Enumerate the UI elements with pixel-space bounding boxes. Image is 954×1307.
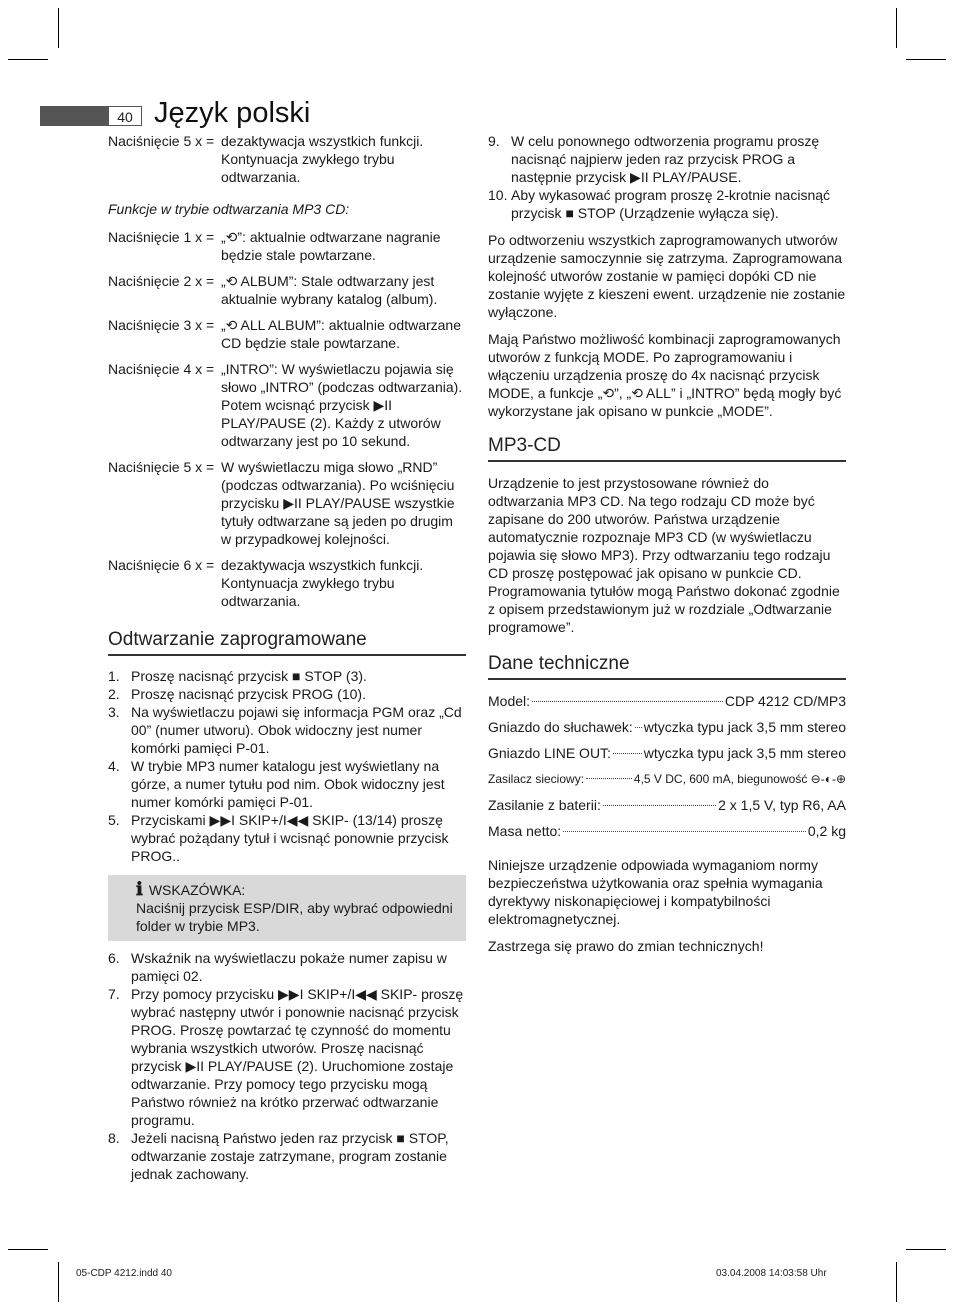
leader-dots [532, 701, 723, 702]
press-row [108, 556, 466, 610]
spec-label: Zasilacz sieciowy: [488, 772, 585, 786]
press-key: Naciśnięcie 6 x = [108, 557, 215, 573]
item-text: Przy pomocy przycisku ▶▶I SKIP+/I◀◀ SKIP- proszę wybrać następny utwór i ponownie nacisnąć przycisk PROG. Proszę powtarzać tę czynność do momentu wybrania wszystkich utworów. Proszę nacisnąć przycisk ▶II PLAY/PAUSE (2). Uruchomione zostaje odtwarzanie. Przy pomocy tego przycisku mogą Państwo również na krótko przerwać odtwarzanie programu. [131, 986, 464, 1128]
item-number: 2. [108, 686, 120, 702]
item-text: Aby wykasować program proszę 2-krotnie nacisnąć przycisk ■ STOP (Urządzenie wyłącza się). [511, 187, 831, 221]
list-item [488, 186, 846, 222]
press-key: Naciśnięcie 2 x = [108, 273, 215, 289]
spec-row [488, 718, 846, 736]
list-item [108, 703, 466, 757]
list-item [108, 949, 466, 985]
spec-row [488, 822, 846, 840]
press-row [108, 272, 466, 308]
crop-mark [8, 59, 48, 60]
rights-text: Zastrzega się prawo do zmian technicznych! [488, 938, 764, 954]
item-text: Przyciskami ▶▶I SKIP+/I◀◀ SKIP- (13/14) proszę wybrać pożądany tytuł i wcisnąć ponownie przycisk PROG.. [131, 812, 449, 864]
crop-mark [896, 8, 897, 48]
item-number: 10. [488, 187, 508, 203]
press-key: Naciśnięcie 3 x = [108, 317, 215, 333]
spec-row [488, 692, 846, 710]
press-description: „⟲ ALBUM”: Stale odtwarzany jest aktualnie wybrany katalog (album). [221, 273, 438, 307]
list-item [108, 985, 466, 1129]
spec-label: Gniazdo LINE OUT: [488, 745, 611, 761]
crop-mark [8, 1249, 48, 1250]
left-column [108, 132, 466, 1183]
mp3-paragraph: Urządzenie to jest przystosowane również do odtwarzania MP3 CD. Na tego rodzaju CD może być zapisane do 200 utworów. Państwa urządzenie automatycznie rozpoznaje MP3 CD (w wyświetlaczu pojawia się słowo MP3). Przy odtwarzaniu tego rodzaju CD proszę postępować jak opisano w punkcie CD. Programowania tytułów mogą Państwo dokonać zgodnie z opisem przedstawionym już w rozdziale „Odtwarzanie programowe”. [488, 475, 840, 635]
spec-value: 0,2 kg [807, 823, 846, 839]
steps-list [108, 667, 466, 865]
spec-row [488, 796, 846, 814]
press-list [108, 132, 466, 186]
item-text: W celu ponownego odtworzenia programu proszę nacisnąć najpierw jeden raz przycisk PROG a następnie przycisk ▶II PLAY/PAUSE. [511, 133, 820, 185]
item-text: Na wyświetlaczu pojawi się informacja PGM oraz „Cd 00” (numer utworu). Obok widoczny jest numer komórki pamięci P-01. [131, 704, 462, 756]
item-text: Jeżeli nacisną Państwo jeden raz przycisk ■ STOP, odtwarzanie zostaje zatrzymane, program zostanie jednak zachowany. [131, 1130, 449, 1182]
list-item [108, 1129, 466, 1183]
press-description: „⟲ ALL ALBUM”: aktualnie odtwarzane CD będzie stale powtarzane. [221, 317, 462, 351]
item-text: Proszę nacisnąć przycisk ■ STOP (3). [131, 668, 367, 684]
press-description: dezaktywacja wszystkich funkcji. Kontynuacja zwykłego trybu odtwarzania. [221, 557, 424, 609]
programmed-playback-heading: Odtwarzanie zaprogramowane [108, 628, 466, 656]
spec-list [488, 692, 846, 840]
note-box [108, 875, 466, 941]
list-item [488, 132, 846, 186]
mp3-functions-heading: Funkcje w trybie odtwarzania MP3 CD: [108, 201, 350, 217]
mp3-press-list [108, 228, 466, 610]
spec-value: 2 x 1,5 V, typ R6, AA [718, 797, 846, 813]
note-title: WSKAZÓWKA: [148, 882, 246, 898]
list-item [108, 811, 466, 865]
press-description: „INTRO”: W wyświetlaczu pojawia się słowo „INTRO” (podczas odtwarzania). Potem wcisnąć przycisk ▶II PLAY/PAUSE (2). Każdy z utworów odtwarzany jest po 10 sekund. [221, 361, 463, 449]
info-icon: ℹ [136, 879, 143, 900]
item-text: Wskaźnik na wyświetlaczu pokaże numer zapisu w pamięci 02. [131, 950, 447, 984]
leader-dots [586, 778, 632, 779]
press-row [108, 360, 466, 450]
right-column [488, 132, 846, 964]
tech-data-heading: Dane techniczne [488, 652, 846, 680]
list-item [108, 757, 466, 811]
item-number: 8. [108, 1130, 120, 1146]
item-number: 1. [108, 668, 120, 684]
item-number: 7. [108, 986, 120, 1002]
mp3-cd-heading: MP3-CD [488, 434, 846, 462]
leader-dots [563, 831, 806, 832]
press-row [108, 132, 466, 186]
press-row [108, 316, 466, 352]
press-description: „⟲”: aktualnie odtwarzane nagranie będzie stale powtarzane. [221, 229, 441, 263]
crop-mark [58, 8, 59, 48]
conformity-text: Niniejsze urządzenie odpowiada wymaganiom normy bezpieczeństwa użytkowania oraz spełnia wymagania dyrektywy niskonapięciowej i kompatybilności elektromagnetycznej. [488, 857, 823, 927]
spec-row [488, 770, 846, 788]
footer-date: 03.04.2008 14:03:58 Uhr [716, 1268, 827, 1279]
item-number: 9. [488, 133, 500, 149]
leader-dots [635, 727, 642, 728]
spec-value: 4,5 V DC, 600 mA, biegunowość ⊖-◐-⊕ [633, 772, 846, 786]
footer-file: 05-CDP 4212.indd 40 [76, 1268, 172, 1279]
crop-mark [896, 1262, 897, 1302]
note-text: Naciśnij przycisk ESP/DIR, aby wybrać odpowiedni folder w trybie MP3. [136, 900, 453, 934]
press-description: dezaktywacja wszystkich funkcji. Kontynuacja zwykłego trybu odtwarzania. [221, 133, 424, 185]
steps-list-continued [108, 949, 466, 1183]
item-number: 4. [108, 758, 120, 774]
item-number: 3. [108, 704, 120, 720]
spec-label: Gniazdo do słuchawek: [488, 719, 633, 735]
spec-label: Masa netto: [488, 823, 562, 839]
spec-label: Zasilanie z baterii: [488, 797, 601, 813]
spec-value: wtyczka typu jack 3,5 mm stereo [643, 745, 846, 761]
press-key: Naciśnięcie 5 x = [108, 459, 215, 475]
list-item [108, 685, 466, 703]
paragraph: Mają Państwo możliwość kombinacji zaprogramowanych utworów z funkcją MODE. Po zaprogramowaniu i włączeniu urządzenia proszę do 4x nacisnąć przycisk MODE, a funkcje „⟲”, „⟲ ALL” i „INTRO” będą mogły być wykorzystane jak opisano w punkcie „MODE”. [488, 331, 842, 419]
press-row [108, 458, 466, 548]
page-number: 40 [108, 106, 142, 126]
crop-mark [906, 59, 946, 60]
press-key: Naciśnięcie 1 x = [108, 229, 215, 245]
press-description: W wyświetlaczu miga słowo „RND” (podczas odtwarzania). Po wciśnięciu przycisku ▶II PLAY/PAUSE wszystkie tytuły odtwarzane są jeden po drugim w przypadkowej kolejności. [221, 459, 455, 547]
item-number: 6. [108, 950, 120, 966]
page-title: Język polski [154, 97, 311, 129]
press-key: Naciśnięcie 4 x = [108, 361, 215, 377]
crop-mark [58, 1262, 59, 1302]
spec-row [488, 744, 846, 762]
item-text: W trybie MP3 numer katalogu jest wyświetlany na górze, a numer tytułu pod nim. Obok widoczny jest numer komórki pamięci P-01. [131, 758, 445, 810]
item-number: 5. [108, 812, 120, 828]
press-row [108, 228, 466, 264]
steps-list-end [488, 132, 846, 222]
crop-mark [906, 1249, 946, 1250]
paragraph: Po odtworzeniu wszystkich zaprogramowanych utworów urządzenie samoczynnie się zatrzyma. Zaprogramowana kolejność utworów zostanie w pamięci dopóki CD nie zostanie wyjęte z kieszeni ewent. urządzenie nie zostanie wyłączone. [488, 232, 846, 320]
list-item [108, 667, 466, 685]
press-key: Naciśnięcie 5 x = [108, 133, 215, 149]
spec-label: Model: [488, 693, 531, 709]
item-text: Proszę nacisnąć przycisk PROG (10). [131, 686, 366, 702]
leader-dots [603, 805, 716, 806]
leader-dots [613, 753, 642, 754]
spec-value: wtyczka typu jack 3,5 mm stereo [643, 719, 846, 735]
spec-value: CDP 4212 CD/MP3 [724, 693, 846, 709]
